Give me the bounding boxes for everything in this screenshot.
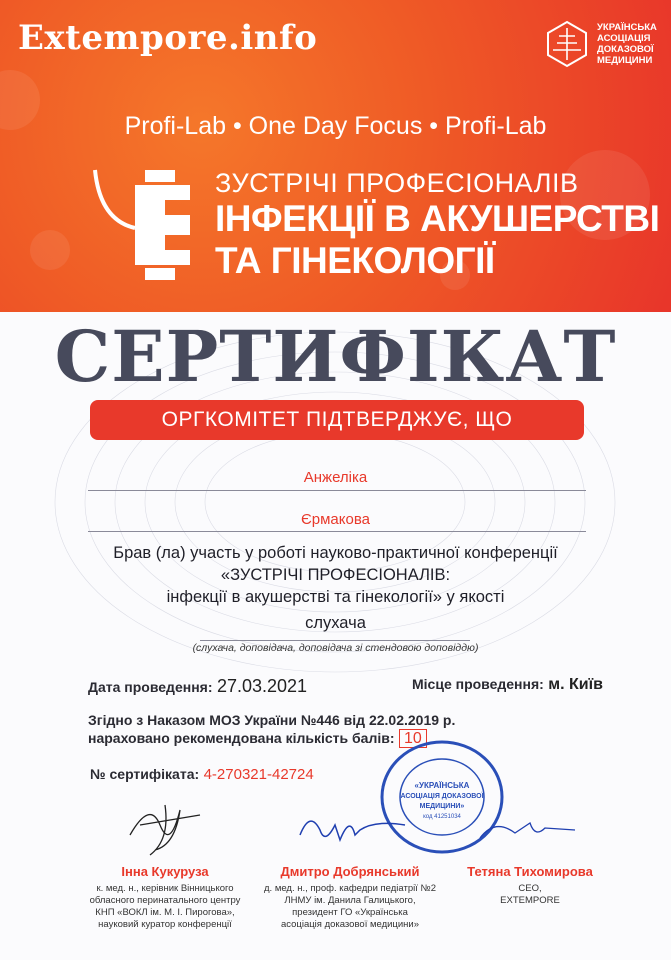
- body-line: Брав (ла) участь у роботі науково-практичної конференції: [113, 544, 558, 562]
- participant-role: слухача: [305, 614, 366, 632]
- svg-text:«УКРАЇНСЬКА: «УКРАЇНСЬКА: [414, 781, 470, 790]
- svg-text:МЕДИЦИНИ»: МЕДИЦИНИ»: [419, 803, 465, 810]
- plug-logo-icon: [90, 160, 210, 285]
- points-label: нараховано рекомендована кількість балів:: [88, 730, 395, 746]
- assoc-line: АСОЦІАЦІЯ: [597, 33, 651, 44]
- brand-logo: Extempore.info: [18, 18, 318, 58]
- desc-line: д. мед. н., проф. кафедри педіатрії №2: [264, 883, 436, 894]
- event-title-line2: ТА ГІНЕКОЛОГІЇ: [215, 240, 495, 281]
- divider: [200, 640, 470, 641]
- desc-line: асоціація доказової медицини»: [280, 919, 420, 930]
- desc-line: науковий куратор конференції: [98, 919, 232, 930]
- desc-line: EXTEMPORE: [500, 895, 560, 906]
- desc-line: обласного перинатального центру: [89, 895, 241, 906]
- place-value: м. Київ: [548, 676, 603, 693]
- association-emblem-icon: [545, 20, 589, 68]
- desc-line: к. мед. н., керівник Вінницького: [96, 883, 234, 894]
- divider: [88, 531, 586, 532]
- certificate-title: СЕРТИФІКАТ: [54, 315, 617, 398]
- first-name: Анжеліка: [303, 469, 368, 486]
- signatory-name: Тетяна Тихомирова: [467, 864, 593, 879]
- assoc-line: ДОКАЗОВОЇ: [597, 44, 654, 55]
- signature-kukuruza: [120, 795, 210, 860]
- signature-tykhomyrova: [475, 808, 585, 848]
- date-label: Дата проведення:: [88, 679, 213, 695]
- place-label: Місце проведення:: [412, 676, 544, 692]
- divider: [88, 490, 586, 491]
- tagline: Profi-Lab • One Day Focus • Profi-Lab: [124, 112, 547, 140]
- svg-text:АСОЦІАЦІЯ ДОКАЗОВОЇ: АСОЦІАЦІЯ ДОКАЗОВОЇ: [400, 793, 484, 800]
- points-row: [88, 730, 427, 748]
- signatory-desc: [250, 883, 450, 931]
- role-hint: (слухача, доповідача, доповідача зі стендовою доповіддю): [192, 642, 479, 654]
- body-line: «ЗУСТРІЧІ ПРОФЕСІОНАЛІВ:: [220, 566, 451, 584]
- desc-line: ЛНМУ ім. Данила Галицького,: [284, 895, 416, 906]
- participation-text: [0, 542, 671, 634]
- assoc-line: МЕДИЦИНИ: [597, 55, 653, 66]
- date-value: 27.03.2021: [216, 676, 308, 696]
- confirmation-banner: ОРГКОМІТЕТ ПІДТВЕРДЖУЄ, ЩО: [90, 400, 584, 440]
- event-title-line1: ІНФЕКЦІЇ В АКУШЕРСТВІ: [215, 198, 660, 239]
- certificate-number: [90, 766, 314, 784]
- points-value: 10: [399, 729, 427, 748]
- association-logo: [545, 20, 667, 68]
- last-name: Єрмакова: [301, 511, 370, 528]
- body-line: інфекції в акушерстві та гінекології» у якості: [166, 588, 505, 606]
- signatory-desc: [450, 883, 610, 907]
- desc-line: КНП «ВОКЛ ім. М. І. Пирогова»,: [95, 907, 235, 918]
- assoc-line: УКРАЇНСЬКА: [597, 22, 657, 33]
- signatory-desc: [70, 883, 260, 931]
- number-label: № сертифіката:: [90, 766, 200, 782]
- event-place: [412, 676, 603, 694]
- desc-line: CEO,: [518, 883, 542, 894]
- signature-dobryanskyi: [295, 805, 415, 850]
- order-reference: Згідно з Наказом МОЗ України №446 від 22.02.2019 р.: [88, 712, 456, 728]
- event-subtitle: ЗУСТРІЧІ ПРОФЕСІОНАЛІВ: [215, 168, 579, 198]
- event-date: [88, 676, 307, 697]
- svg-text:код 41251034: код 41251034: [423, 814, 461, 820]
- desc-line: президент ГО «Українська: [292, 907, 408, 918]
- signatory-name: Дмитро Добрянський: [280, 864, 420, 879]
- signatory-name: Інна Кукуруза: [121, 864, 209, 879]
- number-value: 4-270321-42724: [203, 766, 314, 783]
